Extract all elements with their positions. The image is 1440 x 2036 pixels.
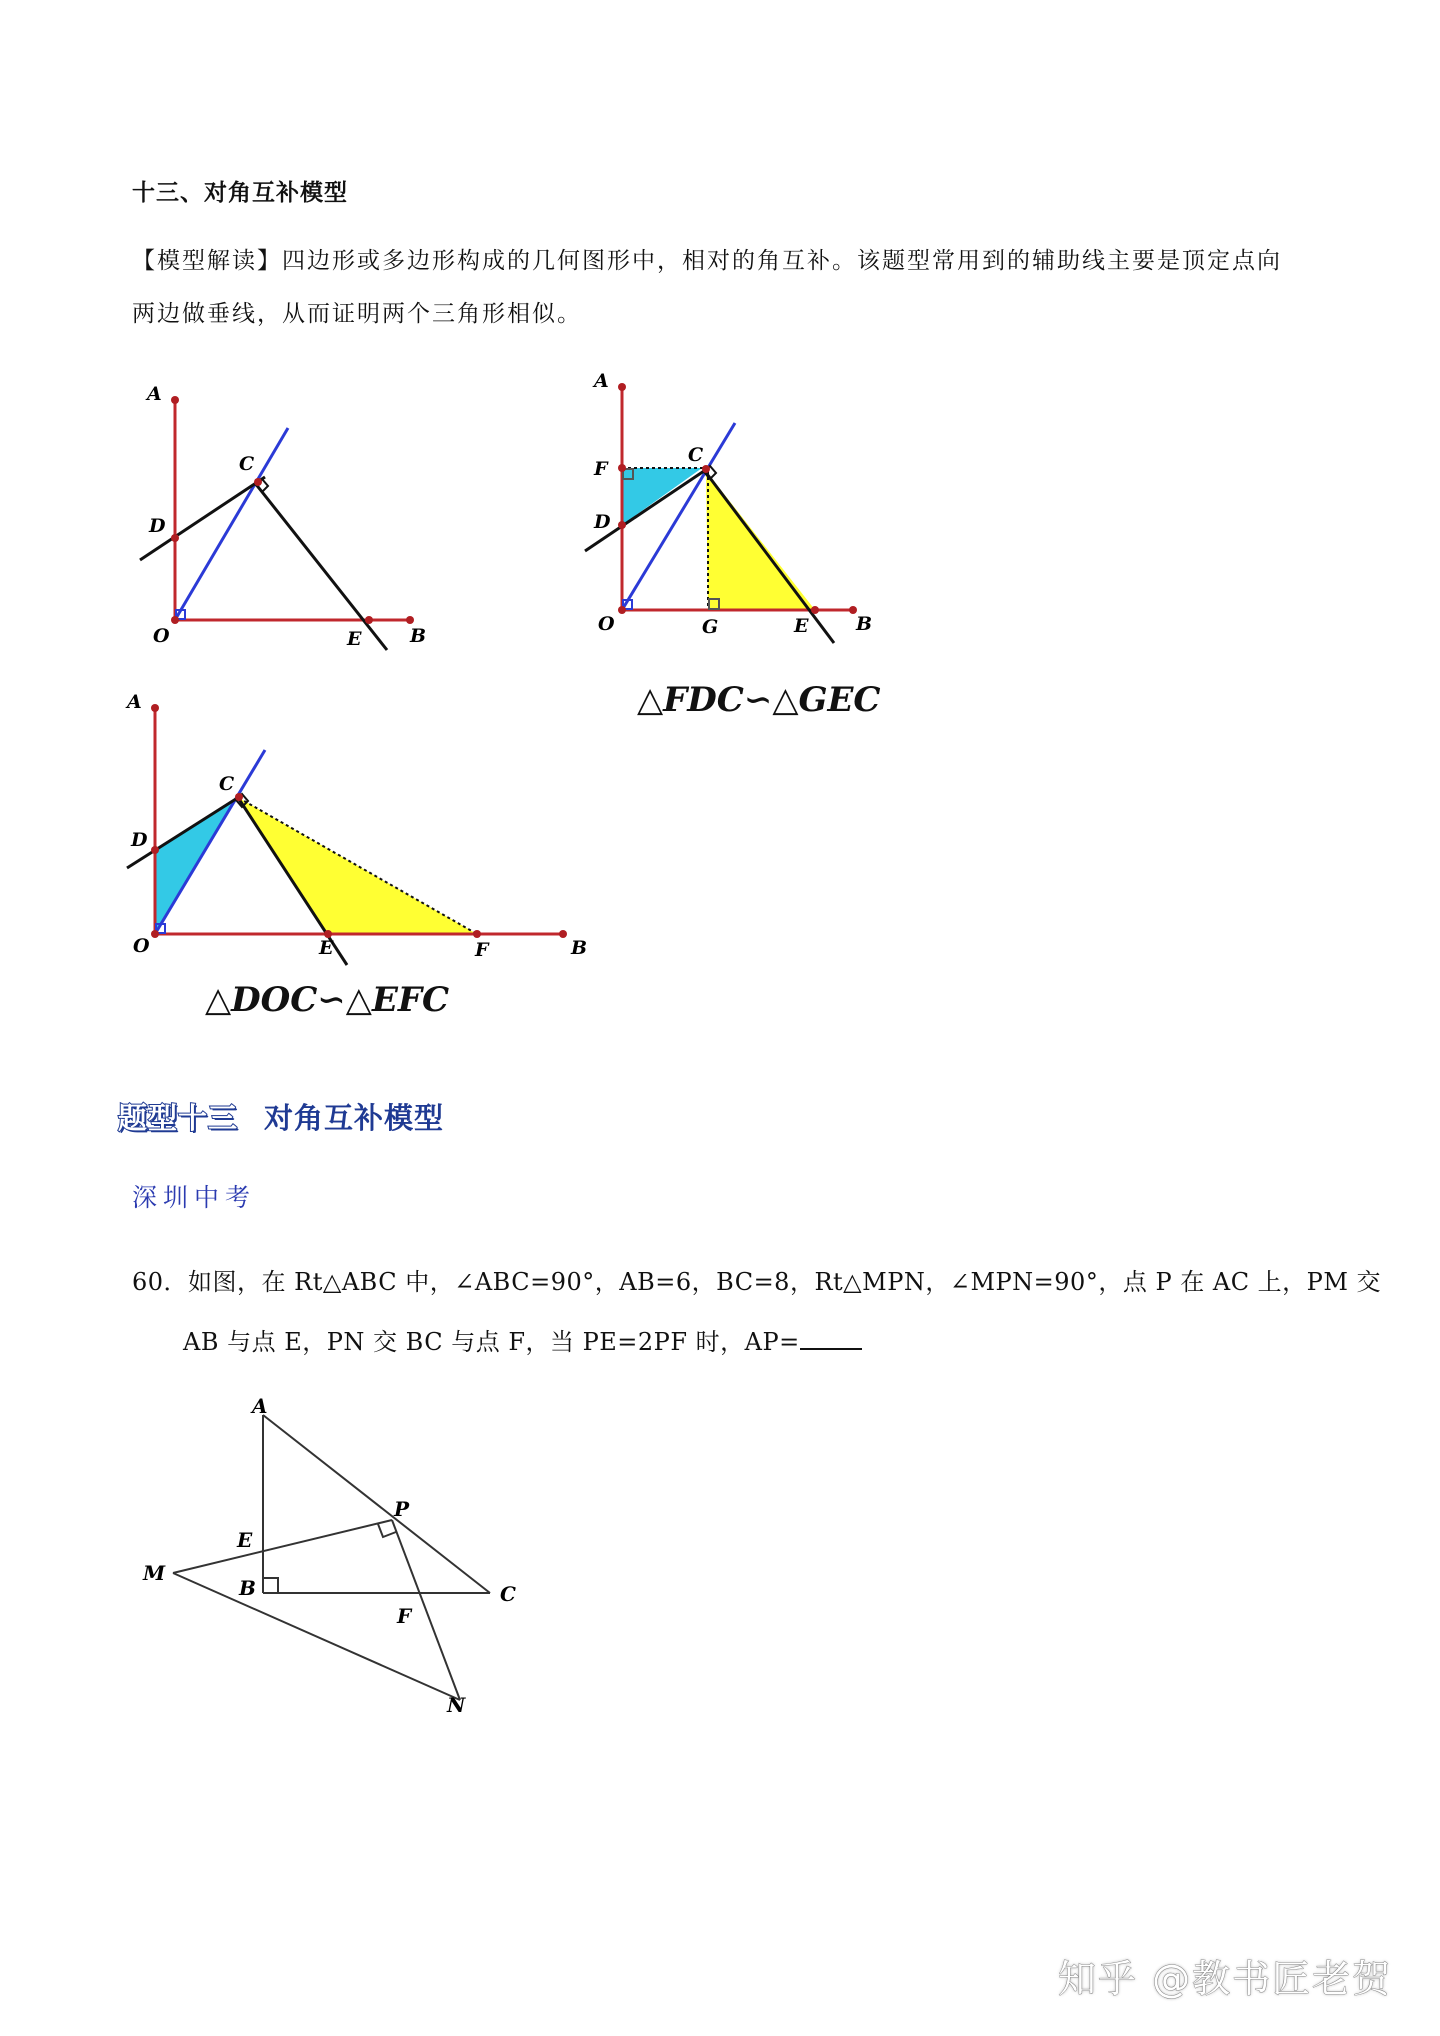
- label-e: E: [347, 628, 362, 650]
- source-label: 深圳中考: [132, 1183, 257, 1212]
- label-b: B: [571, 937, 588, 959]
- point-e: [365, 616, 373, 624]
- section-heading: 十三、对角互补模型: [132, 179, 348, 206]
- label-e: E: [794, 615, 809, 637]
- label-e: E: [319, 937, 334, 959]
- label-a: A: [147, 383, 162, 405]
- point-c: [254, 478, 262, 486]
- model-explanation-line2: 两边做垂线，从而证明两个三角形相似。: [132, 301, 582, 327]
- label-a: A: [127, 691, 142, 713]
- topic-badge: 题型十三: [118, 1101, 239, 1135]
- label-d: D: [149, 515, 166, 537]
- point-d: [151, 846, 159, 854]
- point-d: [171, 534, 179, 542]
- point-d: [618, 521, 626, 529]
- figure-3: [115, 690, 595, 970]
- topic-title: 对角互补模型: [264, 1101, 445, 1135]
- caption-fdc-gec: △FDC∽△GEC: [637, 680, 881, 720]
- segment-mp: [173, 1520, 392, 1573]
- model-explanation-line1: 【模型解读】四边形或多边形构成的几何图形中，相对的角互补。该题型常用到的辅助线主要是顶定点向: [132, 248, 1282, 274]
- label-f: F: [475, 939, 489, 961]
- yellow-triangle-efc: [239, 798, 477, 934]
- label-p: P: [394, 1497, 410, 1521]
- question-line2-text: AB 与点 E，PN 交 BC 与点 F，当 PE=2PF 时，AP=: [183, 1328, 800, 1356]
- label-c: C: [219, 773, 235, 795]
- topic-header: [118, 1096, 444, 1137]
- question-line1: 60．如图，在 Rt△ABC 中，∠ABC=90°，AB=6，BC=8，Rt△MPN，∠MPN=90°，点 P 在 AC 上，PM 交: [132, 1268, 1382, 1296]
- line-ce: [255, 483, 387, 650]
- right-angle-b: [263, 1578, 278, 1593]
- point-o: [618, 606, 626, 614]
- label-f: F: [397, 1604, 412, 1628]
- label-n: N: [447, 1693, 466, 1717]
- label-m: M: [143, 1561, 166, 1585]
- label-o: O: [598, 613, 615, 635]
- answer-blank: [800, 1326, 862, 1350]
- point-b: [559, 930, 567, 938]
- point-b: [406, 616, 414, 624]
- label-o: O: [153, 625, 170, 647]
- point-f: [618, 464, 626, 472]
- label-b: B: [856, 613, 873, 635]
- point-a: [171, 396, 179, 404]
- label-c: C: [500, 1582, 516, 1606]
- caption-doc-efc: △DOC∽△EFC: [205, 980, 450, 1020]
- label-d: D: [131, 829, 148, 851]
- zhihu-watermark: 知乎 @教书匠老贺: [1058, 1957, 1393, 2001]
- point-c: [702, 465, 710, 473]
- point-a: [618, 383, 626, 391]
- point-f: [473, 930, 481, 938]
- question-line2: [183, 1322, 862, 1357]
- question-figure: [135, 1385, 535, 1725]
- point-o: [151, 930, 159, 938]
- label-c: C: [688, 444, 704, 466]
- label-f: F: [594, 458, 608, 480]
- yellow-triangle-gec: [706, 471, 815, 610]
- label-e: E: [237, 1528, 253, 1552]
- label-a: A: [594, 370, 609, 392]
- label-d: D: [594, 511, 611, 533]
- point-e: [811, 606, 819, 614]
- label-b: B: [239, 1576, 256, 1600]
- figure-2: [570, 365, 900, 655]
- point-o: [171, 616, 179, 624]
- segment-ac: [263, 1415, 490, 1593]
- point-c: [235, 793, 243, 801]
- label-b: B: [410, 625, 427, 647]
- point-a: [151, 704, 159, 712]
- label-g: G: [702, 616, 719, 638]
- label-c: C: [239, 453, 255, 475]
- figure-1: [125, 370, 445, 660]
- label-a: A: [252, 1394, 268, 1418]
- label-o: O: [133, 935, 150, 957]
